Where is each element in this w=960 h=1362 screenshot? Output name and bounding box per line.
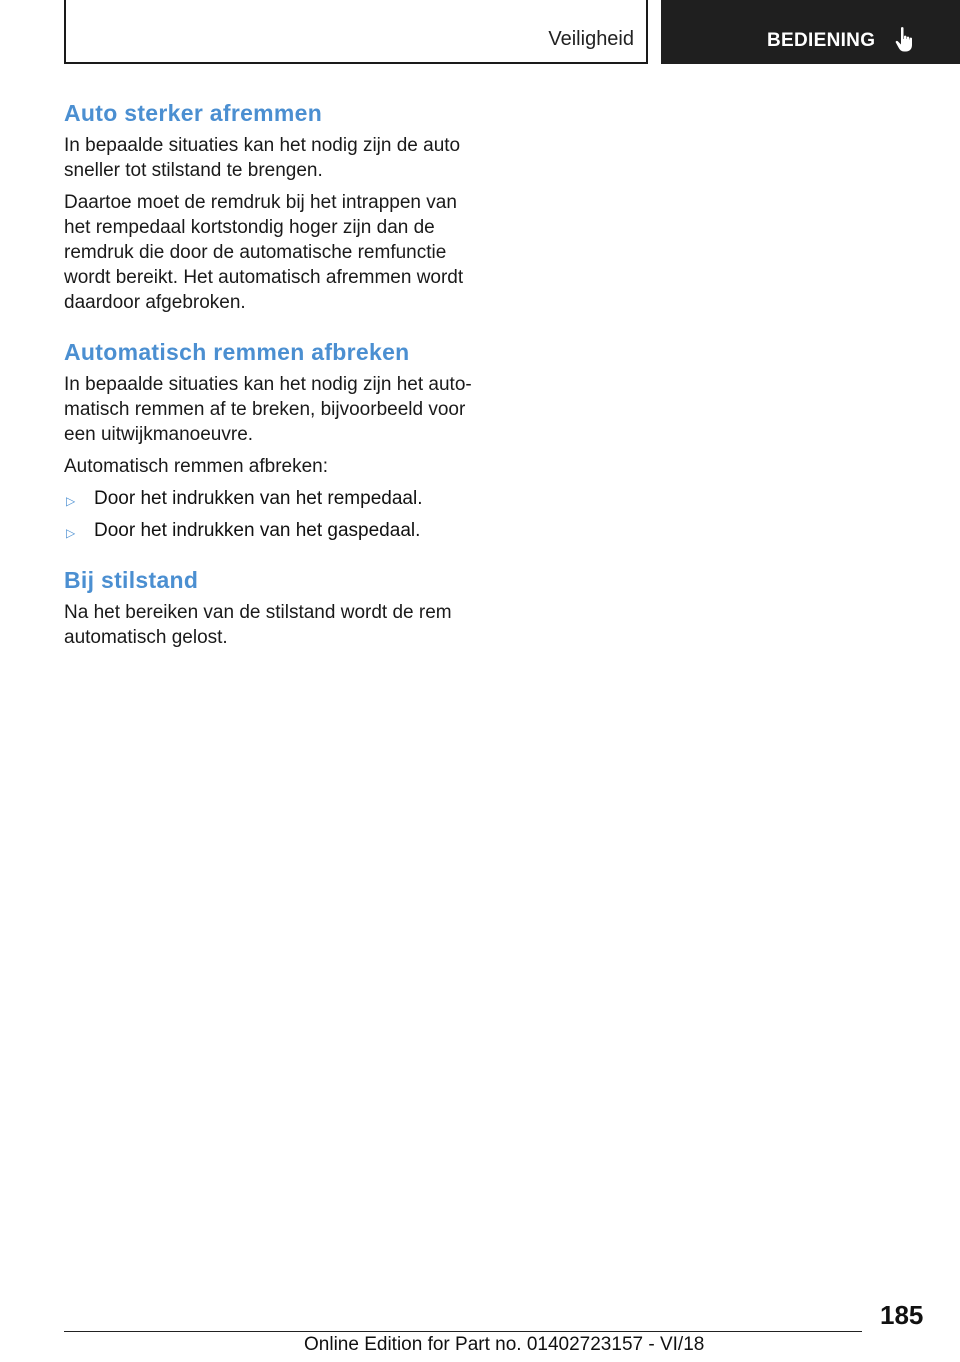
bullet-list bbox=[64, 486, 476, 543]
paragraph: In bepaalde situaties kan het nodig zijn de auto sneller tot stilstand te brengen. bbox=[64, 135, 461, 181]
chapter-tab bbox=[661, 0, 960, 64]
list-item-text: Door het indrukken van het rempedaal. bbox=[94, 488, 423, 509]
section-title: Veiligheid bbox=[548, 28, 634, 50]
footer-divider bbox=[64, 1331, 862, 1332]
section-heading: Automatisch remmen afbreken bbox=[64, 339, 410, 365]
header-section-box bbox=[64, 0, 648, 64]
pointing-hand-icon bbox=[894, 26, 918, 54]
paragraph: Na het bereiken van de stilstand wordt de rem automatisch gelost. bbox=[64, 602, 452, 648]
triangle-bullet-icon: ▷ bbox=[66, 526, 76, 540]
paragraph: Automatisch remmen afbreken: bbox=[64, 456, 329, 477]
edition-footer: Online Edition for Part no. 01402723157 - VI/18 bbox=[304, 1334, 705, 1355]
triangle-bullet-icon: ▷ bbox=[66, 494, 76, 508]
paragraph: Daartoe moet de remdruk bij het intrappen van het rempedaal kortstondig hoger zijn dan de remdruk die door de automatische remfunctie wordt bereikt. Het automatisch afremmen wordt daardoor afgebroken. bbox=[64, 192, 464, 313]
section-heading: Bij stilstand bbox=[64, 567, 199, 593]
list-item bbox=[64, 486, 476, 511]
section-heading: Auto sterker afremmen bbox=[64, 100, 323, 126]
chapter-label: BEDIENING bbox=[767, 30, 876, 51]
list-item bbox=[64, 518, 476, 543]
main-content bbox=[64, 100, 476, 650]
paragraph: In bepaalde situaties kan het nodig zijn het automatisch remmen af te breken, bijvoorbeeld voor een uitwijkmanoeuvre. bbox=[64, 374, 472, 445]
page-number: 185 bbox=[880, 1300, 924, 1330]
list-item-text: Door het indrukken van het gaspedaal. bbox=[94, 520, 421, 541]
